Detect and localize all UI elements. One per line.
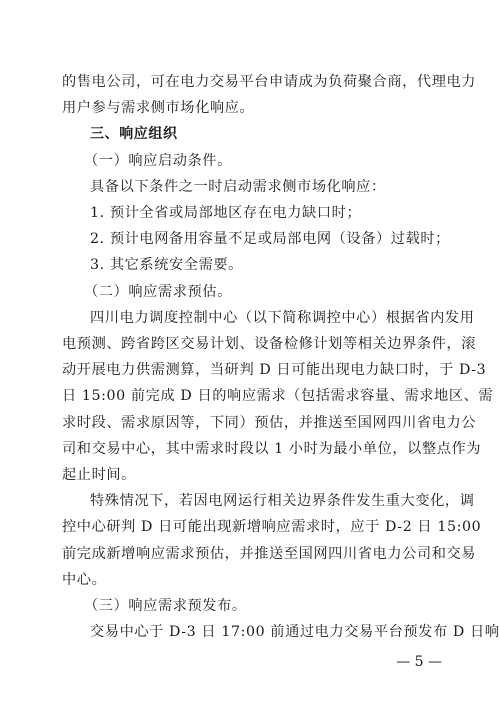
page-number: — 5 — <box>396 654 442 671</box>
body-text-line: 司和交易中心，其中需求时段以 1 小时为最小单位，以整点作为 <box>62 440 482 457</box>
body-text-line: 求时段、需求原因等，下同）预估，并推送至国网四川省电力公 <box>62 414 477 431</box>
body-text-line: 特殊情况下，若因电网运行相关边界条件发生重大变化，调 <box>90 493 475 510</box>
list-item: 1. 预计全省或局部地区存在电力缺口时； <box>90 205 362 221</box>
body-text-line: 电预测、跨省跨区交易计划、设备检修计划等相关边界条件，滚 <box>62 336 477 352</box>
body-text-line: 中心。 <box>62 571 107 588</box>
body-text-line: 日 15:00 前完成 D 日的响应需求（包括需求容量、需求地区、需 <box>62 388 494 405</box>
body-text-line: 前完成新增响应需求预估，并推送至国网四川省电力公司和交易 <box>62 545 477 562</box>
body-text-line: 四川电力调度控制中心（以下简称调控中心）根据省内发用 <box>90 309 475 326</box>
section-heading: 三、响应组织 <box>90 126 178 143</box>
body-text-line: 动开展电力供需测算，当研判 D 日可能出现电力缺口时，于 D-3 <box>62 362 487 379</box>
body-text-line: 交易中心于 D-3 日 17:00 前通过电力交易平台预发布 D 日响 <box>90 624 500 641</box>
body-text-line: 的售电公司，可在电力交易平台申请成为负荷聚合商，代理电力 <box>62 74 477 90</box>
subsection-heading: （三）响应需求预发布。 <box>84 598 247 614</box>
subsection-heading: （二）响应需求预估。 <box>84 283 232 300</box>
list-item: 2. 预计电网备用容量不足或局部电网（设备）过载时； <box>90 231 450 248</box>
subsection-heading: （一）响应启动条件。 <box>84 152 232 169</box>
body-text-line: 用户参与需求侧市场化响应。 <box>62 100 255 117</box>
body-text-line: 控中心研判 D 日可能出现新增响应需求时，应于 D-2 日 15:00 <box>62 519 482 536</box>
body-text-line: 具备以下条件之一时启动需求侧市场化响应： <box>90 178 386 195</box>
list-item: 3. 其它系统安全需要。 <box>90 257 243 274</box>
body-text-line: 起止时间。 <box>62 467 136 483</box>
